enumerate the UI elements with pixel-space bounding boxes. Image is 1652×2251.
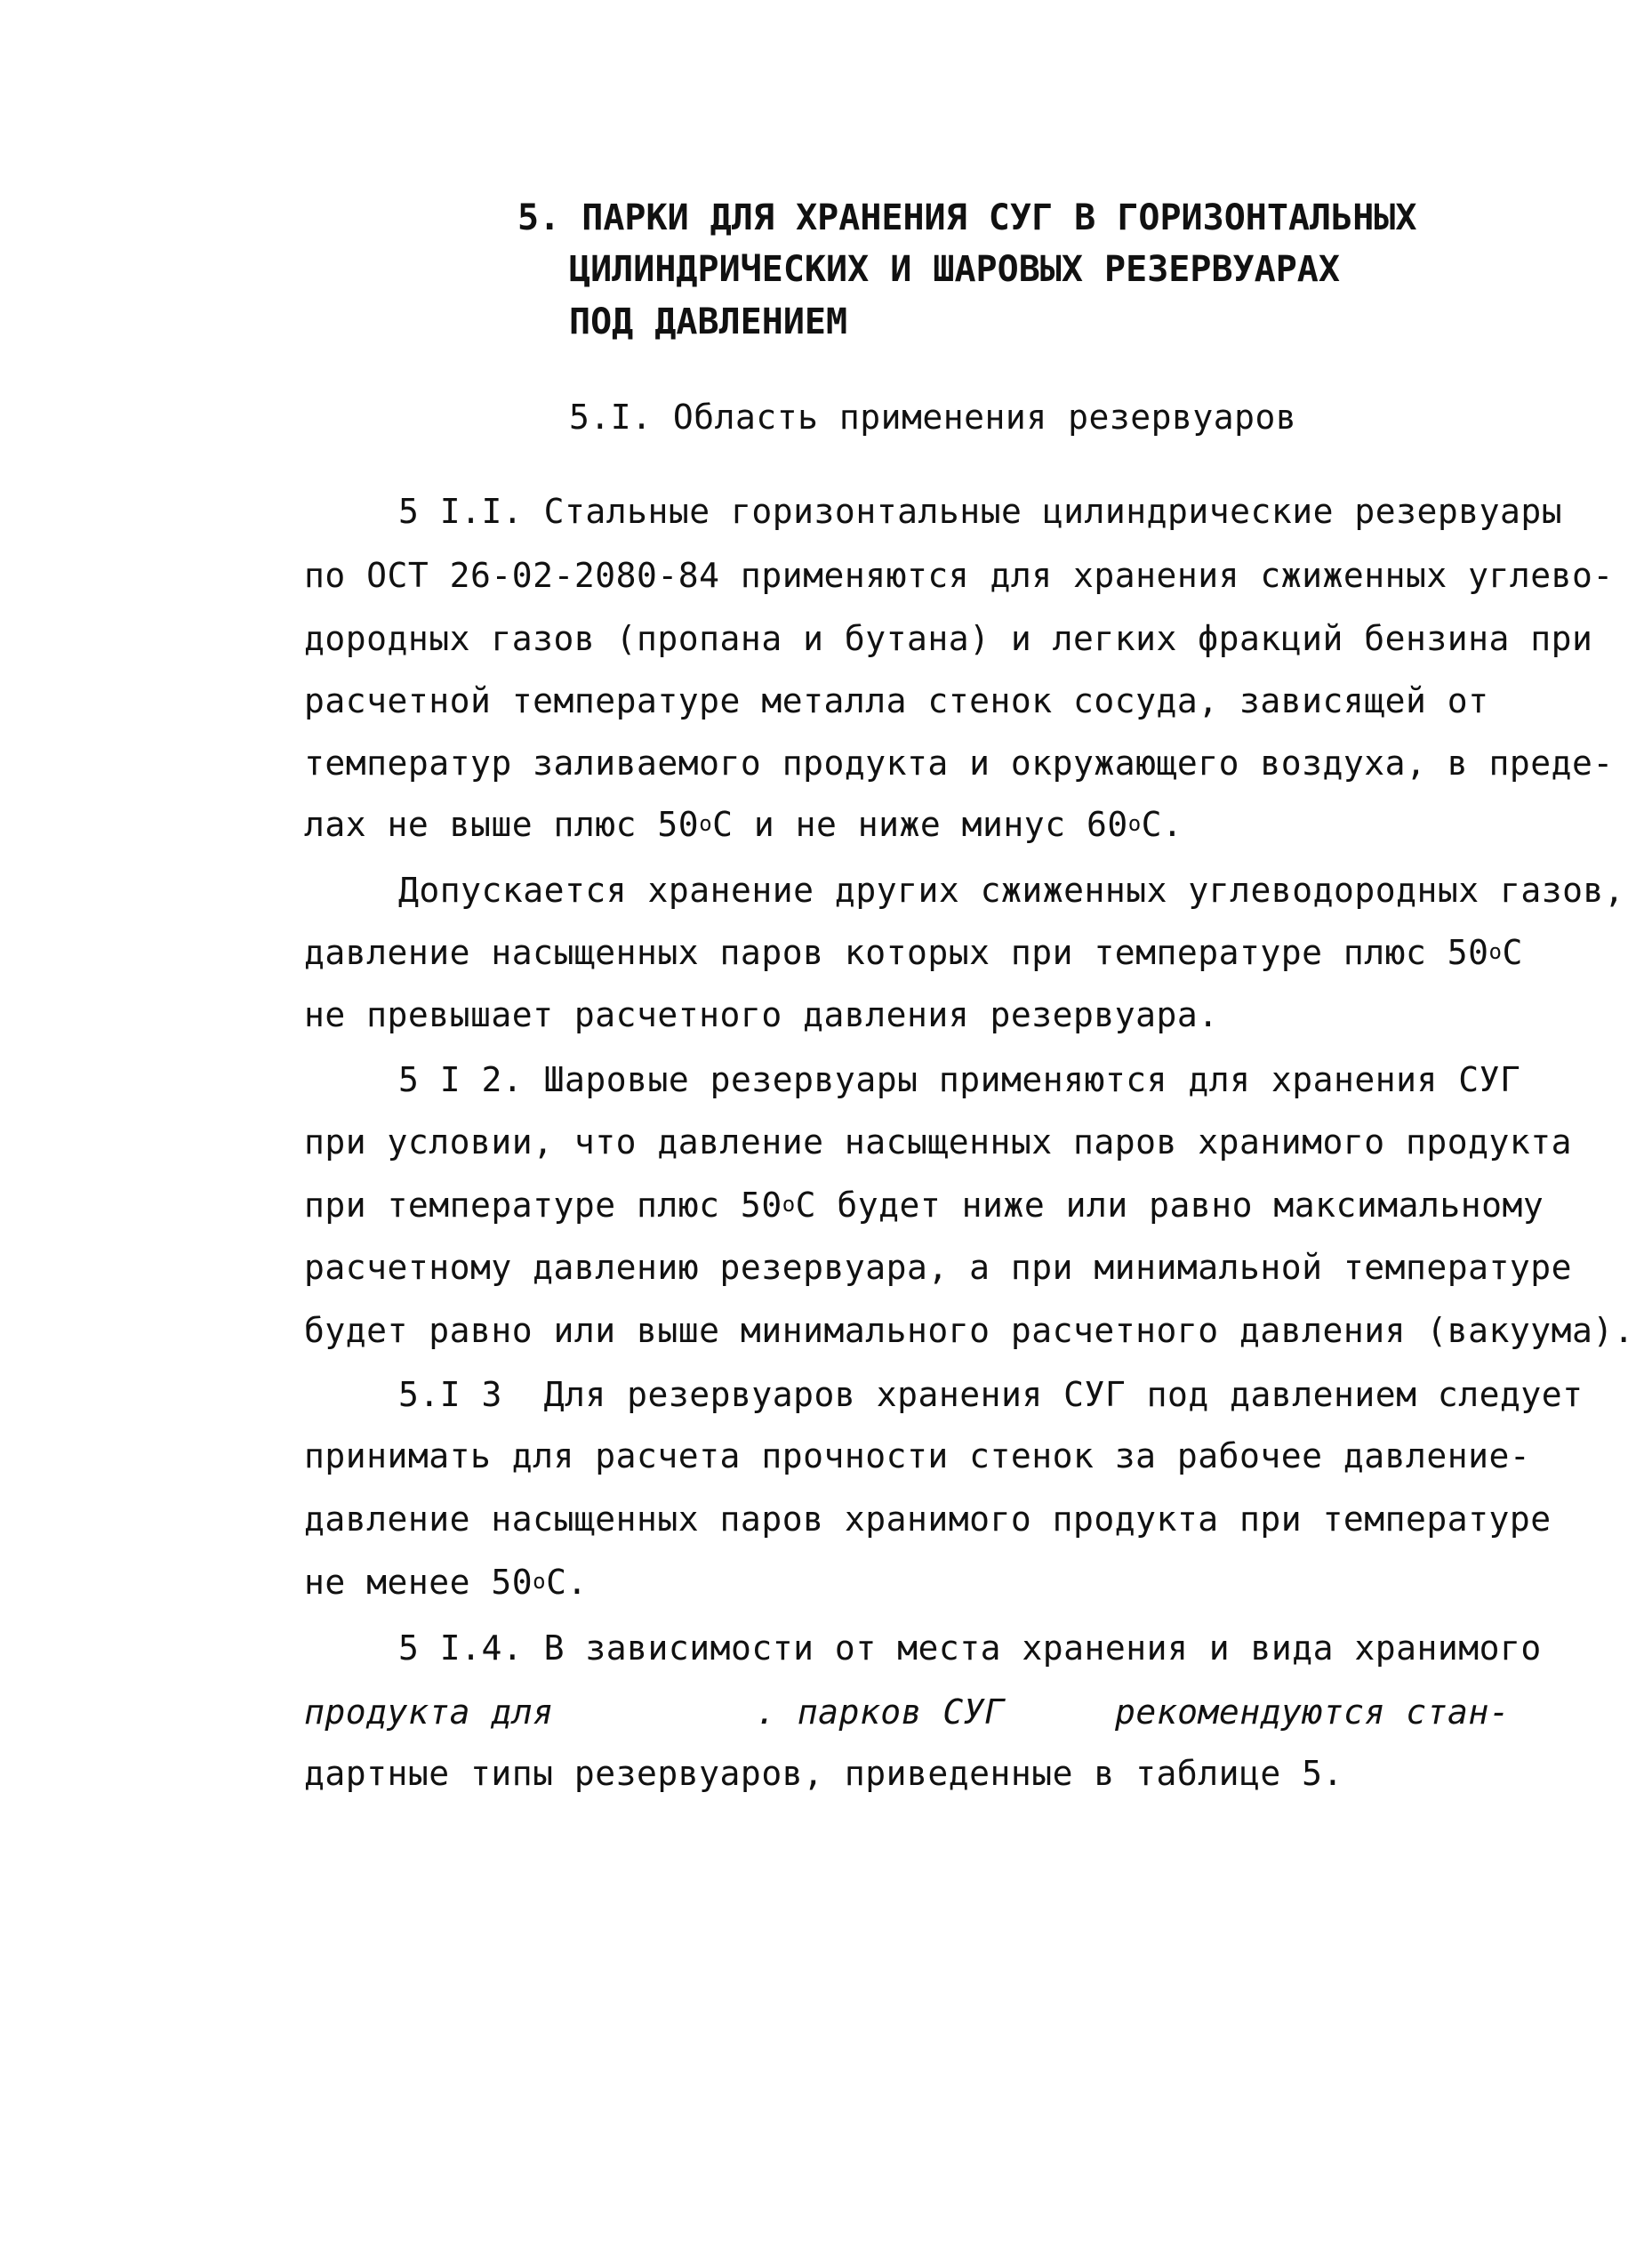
paragraph-line: температур заливаемого продукта и окружающего воздуха, в преде- — [304, 744, 1614, 783]
text-fragment: . парков СУГ — [756, 1692, 1006, 1732]
text-fragment: продукта для — [304, 1692, 554, 1732]
text-fragment: С — [1502, 933, 1523, 972]
paragraph-line: Допускается хранение других сжиженных углеводородных газов, — [398, 871, 1625, 910]
degree-mark: о — [1488, 939, 1503, 964]
chapter-title-line-3: ПОД ДАВЛЕНИЕМ — [569, 301, 848, 342]
degree-mark: о — [782, 1192, 796, 1217]
text-fragment: рекомендуются стан- — [1115, 1692, 1511, 1732]
section-title: 5.I. Область применения резервуаров — [569, 398, 1297, 437]
text-fragment: при температуре плюс 50 — [304, 1186, 782, 1225]
text-fragment: С и не ниже минус 60 — [712, 805, 1128, 844]
text-fragment: давление насыщенных паров которых при температуре плюс 50 — [304, 933, 1489, 972]
paragraph-line — [304, 1563, 588, 1602]
chapter-title-line-1: 5. ПАРКИ ДЛЯ ХРАНЕНИЯ СУГ В ГОРИЗОНТАЛЬНЫХ — [517, 197, 1417, 238]
paragraph-line: 5 I.I. Стальные горизонтальные цилиндрические резервуары — [398, 492, 1563, 531]
degree-mark: о — [699, 811, 713, 836]
paragraph-line — [304, 1692, 1511, 1732]
paragraph-line: 5 I 2. Шаровые резервуары применяются для хранения СУГ — [398, 1060, 1521, 1099]
chapter-title-line-2: ЦИЛИНДРИЧЕСКИХ И ШАРОВЫХ РЕЗЕРВУАРАХ — [569, 249, 1340, 290]
paragraph-line: давление насыщенных паров хранимого продукта при температуре — [304, 1499, 1552, 1539]
paragraph-line: 5 I.4. В зависимости от места хранения и вида хранимого — [398, 1628, 1542, 1668]
paragraph-line — [304, 1186, 1544, 1225]
paragraph-line: по ОСТ 26-02-2080-84 применяются для хранения сжиженных углево- — [304, 556, 1614, 595]
paragraph-line: при условии, что давление насыщенных паров хранимого продукта — [304, 1122, 1573, 1162]
paragraph-line: расчетной температуре металла стенок сосуда, зависящей от — [304, 681, 1489, 720]
text-fragment: не менее 50 — [304, 1563, 533, 1602]
text-fragment: С. — [1141, 805, 1183, 844]
text-fragment: лах не выше плюс 50 — [304, 805, 700, 844]
paragraph-line — [304, 933, 1523, 972]
paragraph-line: дородных газов (пропана и бутана) и легких фракций бензина при — [304, 619, 1593, 658]
text-fragment: С. — [546, 1563, 588, 1602]
paragraph-line: принимать для расчета прочности стенок за рабочее давление- — [304, 1436, 1531, 1475]
text-fragment: С будет ниже или равно максимальному — [795, 1186, 1544, 1225]
paragraph-line — [304, 805, 1183, 844]
degree-mark: о — [1127, 811, 1142, 836]
paragraph-line: 5.I 3 Для резервуаров хранения СУГ под давлением следует — [398, 1375, 1584, 1414]
degree-mark: о — [533, 1569, 547, 1594]
paragraph-line: не превышает расчетного давления резервуара. — [304, 995, 1219, 1034]
paragraph-line: будет равно или выше минимального расчетного давления (вакуума). — [304, 1311, 1635, 1350]
paragraph-line: расчетному давлению резервуара, а при минимальной температуре — [304, 1248, 1573, 1287]
paragraph-line: дартные типы резервуаров, приведенные в таблице 5. — [304, 1754, 1343, 1793]
